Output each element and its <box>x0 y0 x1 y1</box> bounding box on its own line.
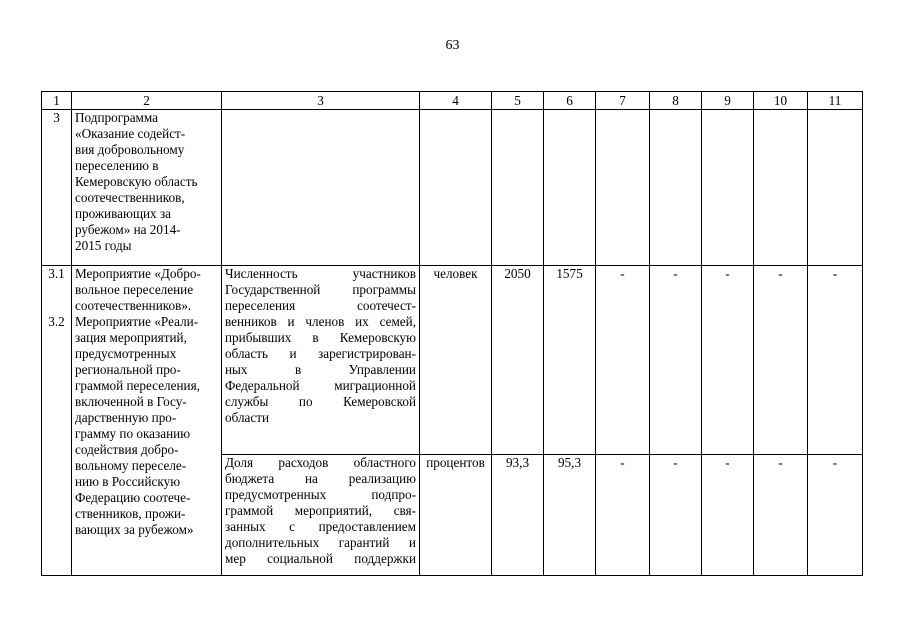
activity-name: Мероприятие «Реали- зация мероприятий, предусмотренных региональной про- граммой переселения, включенной в Госу- дарственную про- грамму по оказанию содействия добро- вольному переселе- нию в Российскую Федерацию соотече- ственников, прожи- вающих за рубежом» <box>75 314 200 537</box>
header-cell: 7 <box>596 92 650 110</box>
indicator-line: Федеральной миграционной <box>225 378 416 393</box>
header-cell: 6 <box>544 92 596 110</box>
header-cell: 2 <box>72 92 222 110</box>
indicator-text <box>222 266 420 455</box>
indicator-line: предусмотренных подпро- <box>225 487 416 502</box>
indicator-text <box>222 455 420 576</box>
value-cell: 1575 <box>544 266 596 455</box>
activity-number: 3.1 <box>48 266 65 281</box>
indicator-line: Государственной программы <box>225 282 416 297</box>
indicator-line: дополнительных гарантий и <box>225 535 416 550</box>
indicator-line: прибывших в Кемеровскую <box>225 330 416 345</box>
unit-cell: процентов <box>420 455 492 576</box>
indicator-line: области <box>225 410 270 425</box>
indicator-line: область и зарегистрирован- <box>225 346 416 361</box>
unit-cell: человек <box>420 266 492 455</box>
empty-cell <box>420 110 492 266</box>
empty-cell <box>754 110 808 266</box>
indicator-line: Численность участников <box>225 266 416 281</box>
indicator-line: мер социальной поддержки <box>225 551 416 566</box>
value-cell: - <box>596 266 650 455</box>
activity-names <box>72 266 222 576</box>
header-cell: 4 <box>420 92 492 110</box>
indicator-line: ных в Управлении <box>225 362 416 377</box>
activity-numbers <box>42 266 72 576</box>
value-cell: - <box>650 455 702 576</box>
indicator-line: граммой мероприятий, свя- <box>225 503 416 518</box>
indicator-line: бюджета на реализацию <box>225 471 416 486</box>
header-cell: 11 <box>808 92 863 110</box>
indicator-line: Доля расходов областного <box>225 455 416 470</box>
value-cell: - <box>754 455 808 576</box>
value-cell: - <box>702 455 754 576</box>
activity-name: Мероприятие «Добро- вольное переселение соотечественников». <box>75 266 201 313</box>
spacer <box>45 282 68 298</box>
empty-cell <box>596 110 650 266</box>
activity-number: 3.2 <box>48 314 65 329</box>
empty-cell <box>222 110 420 266</box>
indicator-line: службы по Кемеровской <box>225 394 416 409</box>
indicator-line: занных с предоставлением <box>225 519 416 534</box>
value-cell: - <box>754 266 808 455</box>
header-cell: 3 <box>222 92 420 110</box>
value-cell: 95,3 <box>544 455 596 576</box>
spacer <box>45 298 68 314</box>
indicator-line: венников и членов их семей, <box>225 314 416 329</box>
empty-cell <box>492 110 544 266</box>
value-cell: - <box>702 266 754 455</box>
header-cell: 9 <box>702 92 754 110</box>
value-cell: - <box>596 455 650 576</box>
header-cell: 10 <box>754 92 808 110</box>
header-row <box>42 92 863 110</box>
value-cell: - <box>650 266 702 455</box>
empty-cell <box>702 110 754 266</box>
header-cell: 5 <box>492 92 544 110</box>
header-cell: 1 <box>42 92 72 110</box>
value-cell: 2050 <box>492 266 544 455</box>
empty-cell <box>808 110 863 266</box>
value-cell: - <box>808 455 863 576</box>
header-cell: 8 <box>650 92 702 110</box>
subprogram-number: 3 <box>42 110 72 266</box>
empty-cell <box>544 110 596 266</box>
subprogram-row <box>42 110 863 266</box>
empty-cell <box>650 110 702 266</box>
indicators-table <box>41 91 863 576</box>
value-cell: 93,3 <box>492 455 544 576</box>
indicator-line: переселения соотечест- <box>225 298 416 313</box>
page-number: 63 <box>445 38 460 53</box>
activity-row <box>42 266 863 455</box>
subprogram-name: Подпрограмма «Оказание содейст- вия добровольному переселению в Кемеровскую область соотечественников, проживающих за рубежом» на 2014- 2015 годы <box>72 110 222 266</box>
value-cell: - <box>808 266 863 455</box>
